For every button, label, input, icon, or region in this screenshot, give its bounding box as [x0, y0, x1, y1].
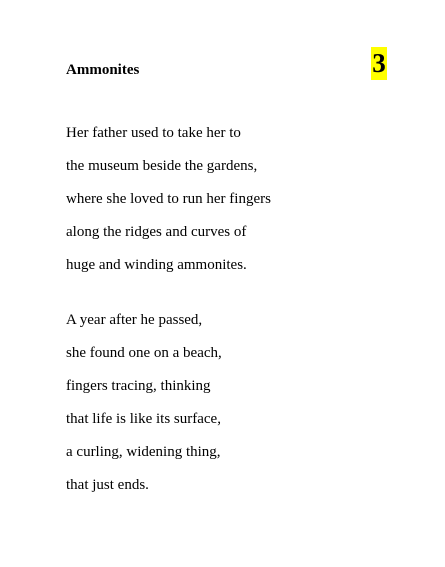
poem-line: she found one on a beach, [66, 345, 222, 361]
poem-line: where she loved to run her fingers [66, 191, 271, 207]
poem-title: Ammonites [66, 62, 140, 78]
poem-line: fingers tracing, thinking [66, 378, 211, 394]
poem-line: Her father used to take her to [66, 125, 241, 141]
poem-line: a curling, widening thing, [66, 444, 221, 460]
poem-line: the museum beside the gardens, [66, 158, 258, 174]
poem-line: that just ends. [66, 477, 149, 493]
poem-line: huge and winding ammonites. [66, 257, 247, 273]
page-number: 3 [372, 48, 386, 78]
stanza-2 [66, 311, 222, 509]
poem-line: along the ridges and curves of [66, 224, 247, 240]
poem-line: that life is like its surface, [66, 411, 221, 427]
poem-line: A year after he passed, [66, 312, 203, 328]
stanza-1 [66, 124, 271, 289]
